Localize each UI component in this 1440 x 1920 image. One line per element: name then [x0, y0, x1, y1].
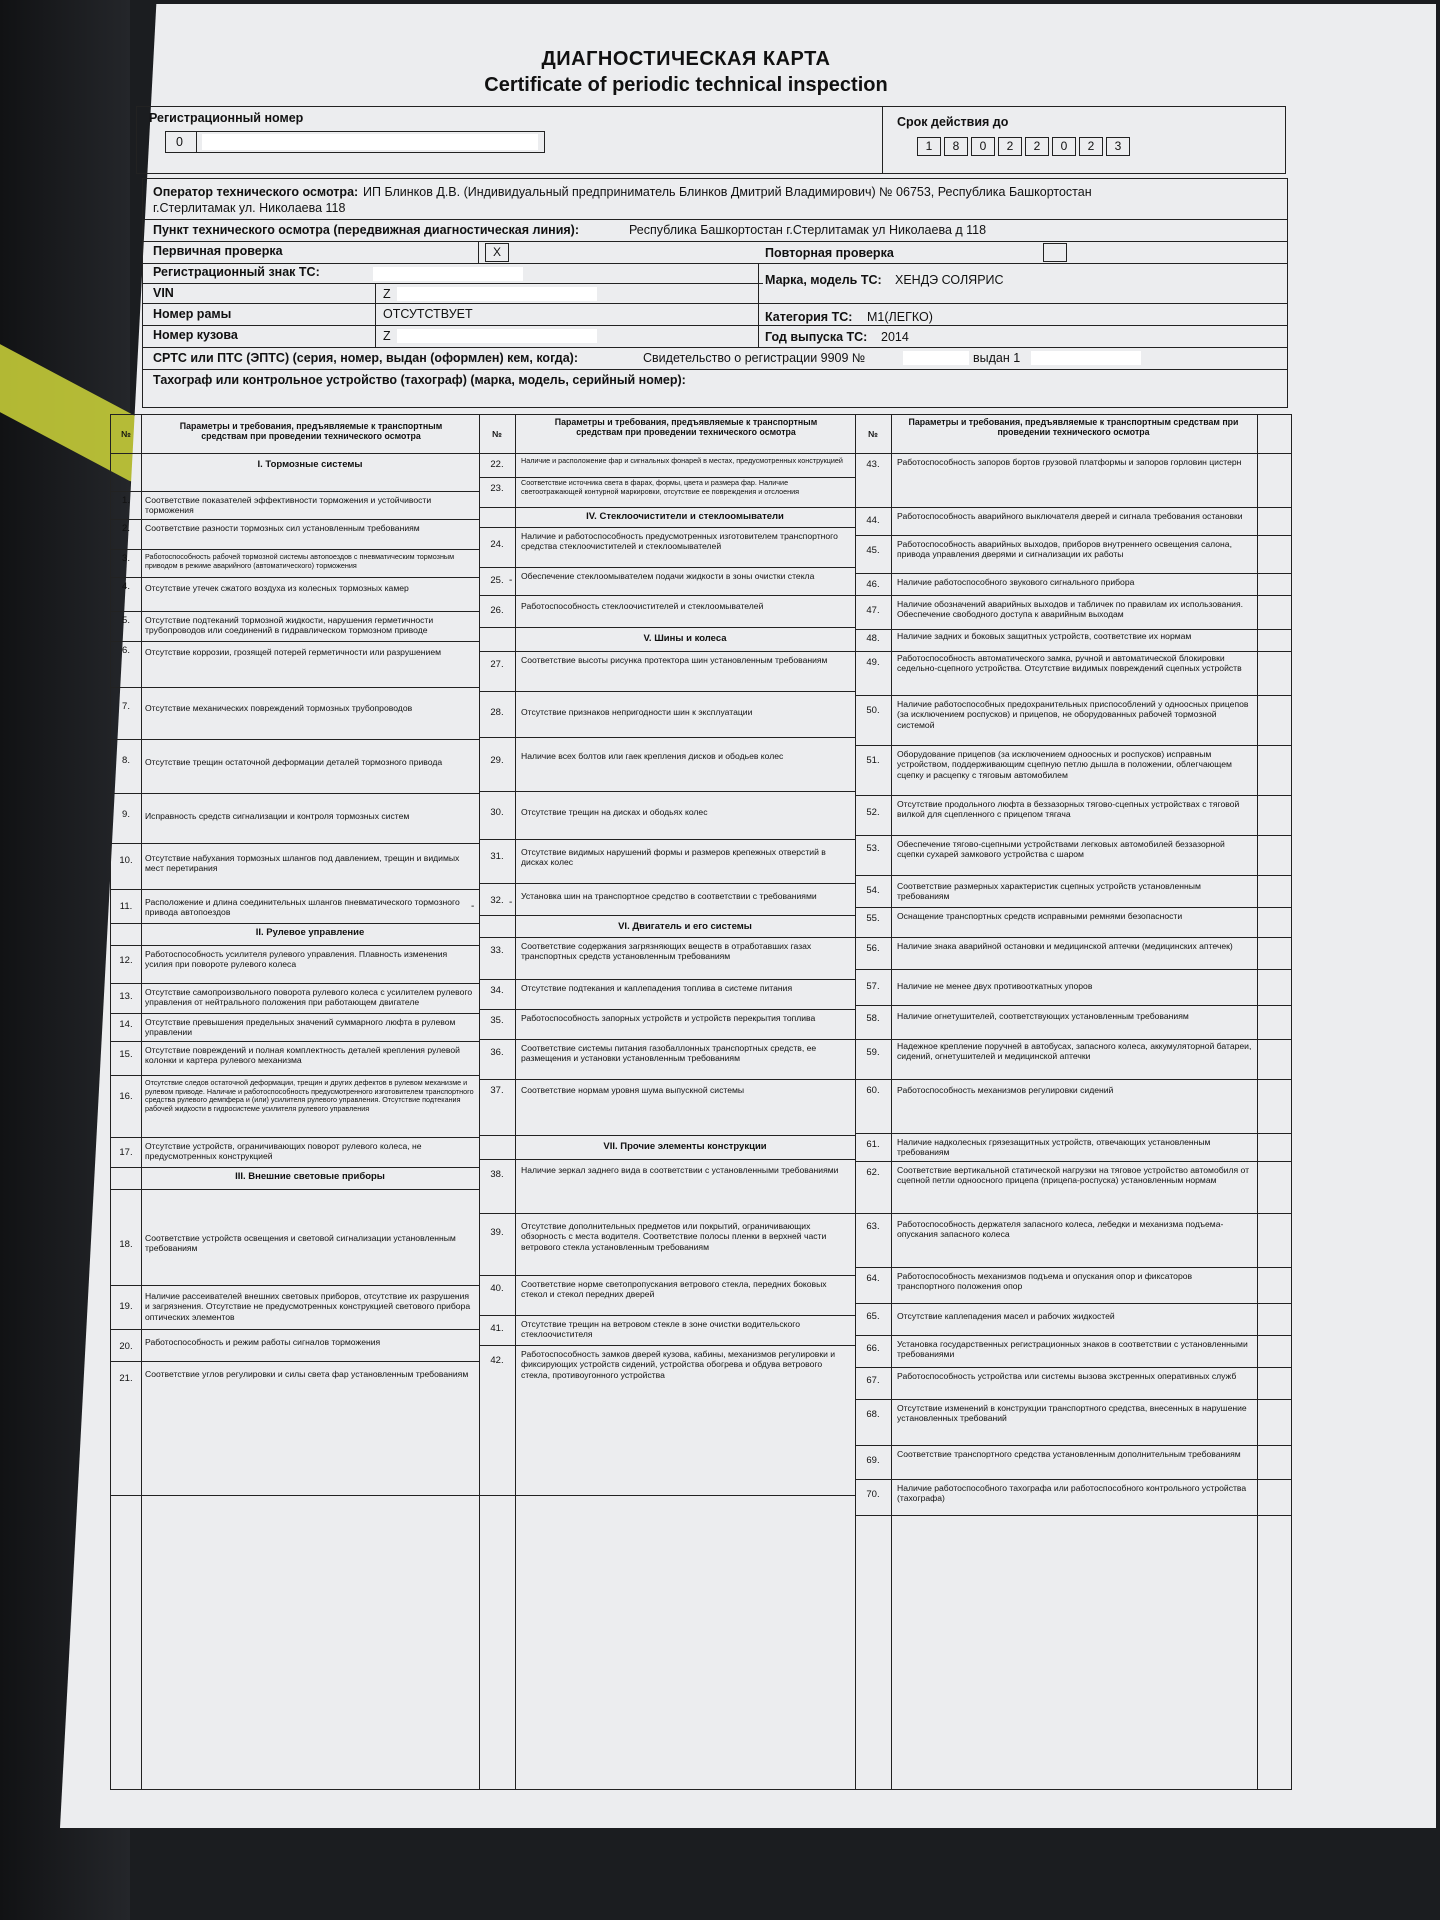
- item-number: 63.: [866, 1221, 880, 1232]
- item-number: 40.: [490, 1283, 504, 1294]
- item-35: Работоспособность запорных устройств и устройств перекрытия топлива: [521, 1013, 816, 1023]
- item-number: 24.: [490, 539, 504, 550]
- item-number: 19.: [119, 1301, 133, 1312]
- item-69: Соответствие транспортного средства установленным дополнительным требованиям: [897, 1449, 1241, 1459]
- item-number: 57.: [866, 981, 880, 992]
- item-number: 38.: [490, 1169, 504, 1180]
- operator-label: Оператор технического осмотра:: [153, 185, 359, 199]
- item-63: Работоспособность держателя запасного колеса, лебедки и механизма подъема-опускания запасного колеса: [897, 1219, 1224, 1240]
- item-52: Отсутствие продольного люфта в беззазорных тягово-сцепных устройствах с тяговой вилкой для сцепленного с прицепом тягача: [897, 799, 1240, 820]
- validity-label: Срок действия до: [897, 115, 1009, 129]
- item-61: Наличие надколесных грязезащитных устройств, отвечающих установленным требованиям: [897, 1137, 1211, 1158]
- item-number: 52.: [866, 807, 880, 818]
- item-40: Соответствие норме светопропускания ветрового стекла, передних боковых стекол и стекол передних дверей: [521, 1279, 827, 1300]
- item-number: 65.: [866, 1311, 880, 1322]
- frame-value: ОТСУТСТВУЕТ: [383, 307, 473, 321]
- section-steering: II. Рулевое управление: [255, 927, 365, 938]
- checklist-table: [110, 414, 1292, 1790]
- item-number: 49.: [866, 657, 880, 668]
- item-number: 59.: [866, 1047, 880, 1058]
- item-24: Наличие и работоспособность предусмотренных изготовителем транспортного средства стеклоочистителей и стеклоомывателей: [521, 531, 838, 552]
- item-42: Работоспособность замков дверей кузова, кабины, механизмов регулировки и фиксирующих устройств сидений, устройства обогрева и обдува ветрового стекла, противоугонного устройства: [521, 1349, 836, 1380]
- item-number: 12.: [119, 955, 133, 966]
- item-number: 62.: [866, 1167, 880, 1178]
- item-number: 10.: [119, 855, 133, 866]
- category-label: Категория ТС:: [765, 310, 853, 324]
- item-number: 37.: [490, 1085, 504, 1096]
- validity-digit: 2: [998, 137, 1022, 156]
- item-50: Наличие работоспособных предохранительных приспособлений у одноосных прицепов (за исключением роспусков) и прицепов, не оборудованных рабочей тормозной системой: [897, 699, 1249, 730]
- item-11: Расположение и длина соединительных шлангов пневматического тормозного привода автопоездов: [145, 897, 460, 918]
- item-number: 29.: [490, 755, 504, 766]
- redacted-srts-number: [903, 351, 969, 365]
- item-36: Соответствие системы питания газобаллонных транспортных средств, ее размещения и установки установленным требованиям: [521, 1043, 817, 1064]
- item-number: 27.: [490, 659, 504, 670]
- body-label: Номер кузова: [153, 328, 238, 342]
- validity-digits: [917, 137, 1177, 157]
- item-37: Соответствие нормам уровня шума выпускной системы: [521, 1085, 745, 1095]
- item-number: 45.: [866, 545, 880, 556]
- frame-label: Номер рамы: [153, 307, 232, 321]
- item-21: Соответствие углов регулировки и силы света фар установленным требованиям: [145, 1369, 469, 1379]
- item-number: 70.: [866, 1489, 880, 1500]
- item-47: Наличие обозначений аварийных выходов и табличек по правилам их использования. Обеспечение свободного доступа к аварийным выходам: [897, 599, 1244, 620]
- item-19: Наличие рассеивателей внешних световых приборов, отсутствие их разрушения и загрязнения. Отсутствие не предусмотренных конструкцией светового прибора оптических элементов: [145, 1291, 471, 1322]
- item-46: Наличие работоспособного звукового сигнального прибора: [897, 577, 1135, 587]
- item-number: 56.: [866, 943, 880, 954]
- item-number: 15.: [119, 1049, 133, 1060]
- year-value: 2014: [881, 330, 909, 344]
- body-value: Z: [383, 329, 391, 343]
- repeat-check-box: [1043, 243, 1067, 262]
- item-70: Наличие работоспособного тахографа или работоспособного контрольного устройства (тахографа): [897, 1483, 1247, 1504]
- vin-label: VIN: [153, 286, 174, 300]
- item-number: 61.: [866, 1139, 880, 1150]
- col-header-2: Параметры и требования, предъявляемые к транспортным средствам при проведении технического осмотра: [554, 417, 818, 438]
- validity-digit: 1: [917, 137, 941, 156]
- item-number: 25.: [490, 575, 504, 586]
- item-number: 8.: [122, 755, 130, 766]
- operator-address: г.Стерлитамак ул. Николаева 118: [153, 201, 346, 215]
- item-14: Отсутствие превышения предельных значений суммарного люфта в рулевом управлении: [145, 1017, 456, 1038]
- item-number: 4.: [122, 581, 130, 592]
- item-2: Соответствие разности тормозных сил установленным требованиям: [145, 523, 420, 533]
- item-7: Отсутствие механических повреждений тормозных трубопроводов: [145, 703, 413, 713]
- make-value: ХЕНДЭ СОЛЯРИС: [895, 273, 1004, 287]
- item-55: Оснащение транспортных средств исправными ремнями безопасности: [897, 911, 1183, 921]
- item-number: 13.: [119, 991, 133, 1002]
- item-number: 64.: [866, 1273, 880, 1284]
- item-45: Работоспособность аварийных выходов, приборов внутреннего освещения салона, привода управления дверями и сигнализации их работы: [897, 539, 1232, 560]
- item-27: Соответствие высоты рисунка протектора шин установленным требованиям: [521, 655, 828, 665]
- item-25: Обеспечение стеклоомывателем подачи жидкости в зоны очистки стекла: [521, 571, 815, 581]
- item-number: 44.: [866, 515, 880, 526]
- inspection-point-value: Республика Башкортостан г.Стерлитамак ул Николаева д 118: [629, 223, 987, 237]
- item-number: 66.: [866, 1343, 880, 1354]
- item-number: 69.: [866, 1455, 880, 1466]
- item-number: 48.: [866, 633, 880, 644]
- srts-label: СРТС или ПТС (ЭПТС) (серия, номер, выдан (оформлен) кем, когда):: [153, 351, 579, 365]
- item-23: Соответствие источника света в фарах, формы, цвета и размера фар. Наличие светоотражающей контурной маркировки, отсутствие ее повреждения и отслоения: [521, 478, 800, 496]
- item-number: 9.: [122, 809, 130, 820]
- item-number: 33.: [490, 945, 504, 956]
- redacted-body-number: [397, 329, 597, 343]
- item-18: Соответствие устройств освещения и световой сигнализации установленным требованиям: [145, 1233, 456, 1254]
- item-5: Отсутствие подтеканий тормозной жидкости, нарушения герметичности трубопроводов или соединений в гидравлическом тормозном приводе: [145, 615, 434, 636]
- registration-box: [136, 106, 1286, 174]
- item-13: Отсутствие самопроизвольного поворота рулевого колеса с усилителем рулевого управления от нейтрального положения при работающем двигателе: [145, 987, 473, 1008]
- section-engine: VI. Двигатель и его системы: [618, 921, 752, 932]
- reg-number-first-digit: 0: [176, 135, 183, 149]
- item-8: Отсутствие трещин остаточной деформации деталей тормозного привода: [145, 757, 443, 767]
- col-header-1: Параметры и требования, предъявляемые к транспортным средствам при проведении технического осмотра: [179, 421, 443, 442]
- reg-number-label: Регистрационный номер: [149, 111, 304, 125]
- redacted-plate: [373, 267, 523, 281]
- plate-label: Регистрационный знак ТС:: [153, 265, 320, 279]
- item-number: 28.: [490, 707, 504, 718]
- validity-digit: 8: [944, 137, 968, 156]
- item-62: Соответствие вертикальной статической нагрузки на тяговое устройство автомобиля от сцепной петли одноосного прицепа (прицепа-роспуска) установленным нормам: [897, 1165, 1250, 1186]
- section-lights: III. Внешние световые приборы: [235, 1171, 385, 1182]
- operator-value: ИП Блинков Д.В. (Индивидуальный предприниматель Блинков Дмитрий Владимирович) № 06753, Республика Башкортостан: [363, 185, 1092, 199]
- item-number: 2.: [122, 523, 130, 534]
- item-number: 26.: [490, 605, 504, 616]
- tachograph-label: Тахограф или контрольное устройство (тахограф) (марка, модель, серийный номер):: [153, 373, 686, 387]
- item-12: Работоспособность усилителя рулевого управления. Плавность изменения усилия при повороте рулевого колеса: [145, 949, 448, 970]
- validity-digit: 2: [1079, 137, 1103, 156]
- validity-digit: 0: [971, 137, 995, 156]
- item-3: Работоспособность рабочей тормозной системы автопоездов с пневматическим тормозным приводом в режиме аварийного (автоматического) торможения: [145, 552, 455, 570]
- section-tires: V. Шины и колеса: [643, 633, 727, 644]
- item-26: Работоспособность стеклоочистителей и стеклоомывателей: [521, 601, 764, 611]
- primary-check-box: X: [485, 243, 509, 262]
- item-number: 34.: [490, 985, 504, 996]
- item-17: Отсутствие устройств, ограничивающих поворот рулевого колеса, не предусмотренных конструкцией: [145, 1141, 422, 1162]
- item-32: Установка шин на транспортное средство в соответствии с требованиями: [521, 891, 817, 901]
- item-number: 21.: [119, 1373, 133, 1384]
- srts-value: Свидетельство о регистрации 9909 №: [643, 351, 866, 365]
- item-number: 53.: [866, 843, 880, 854]
- item-number: 51.: [866, 755, 880, 766]
- item-15: Отсутствие повреждений и полная комплектность деталей крепления рулевой колонки и картера рулевого механизма: [145, 1045, 460, 1066]
- col-no-header-3: №: [868, 429, 878, 439]
- item-64: Работоспособность механизмов подъема и опускания опор и фиксаторов транспортного положения опор: [897, 1271, 1193, 1292]
- item-number: 30.: [490, 807, 504, 818]
- col-no-header-1: №: [121, 429, 131, 439]
- item-20: Работоспособность и режим работы сигналов торможения: [145, 1337, 381, 1347]
- item-16: Отсутствие следов остаточной деформации, трещин и других дефектов в рулевом механизме и рулевом приводе. Наличие и работоспособность предусмотренного изготовителем транспортного средства рулевого демпфера и (или) усилителя рулевого управления. Отсутствие подтекания рабочей жидкости в гидросистеме усилителя рулевого управления: [145, 1078, 474, 1113]
- item-number: 58.: [866, 1013, 880, 1024]
- item-30: Отсутствие трещин на дисках и ободьях колес: [521, 807, 708, 817]
- item-68: Отсутствие изменений в конструкции транспортного средства, внесенных в нарушение установленных требований: [897, 1403, 1247, 1424]
- item-31: Отсутствие видимых нарушений формы и размеров крепежных отверстий в дисках колес: [521, 847, 826, 868]
- item-number: 5.: [122, 615, 130, 626]
- vin-value: Z: [383, 287, 391, 301]
- item-number: 6.: [122, 645, 130, 656]
- item-number: 46.: [866, 579, 880, 590]
- item-number: 3.: [122, 553, 130, 564]
- item-number: 1.: [122, 495, 130, 506]
- item-29: Наличие всех болтов или гаек крепления дисков и ободьев колес: [521, 751, 784, 761]
- item-number: 41.: [490, 1323, 504, 1334]
- section-brakes: I. Тормозные системы: [257, 459, 363, 470]
- item-number: 22.: [490, 459, 504, 470]
- item-39: Отсутствие дополнительных предметов или покрытий, ограничивающих обзорность с места водителя. Соответствие полосы пленки в верхней части ветрового стекла установленным требованиям: [521, 1221, 827, 1252]
- validity-digit: 2: [1025, 137, 1049, 156]
- item-number: 32.: [490, 895, 504, 906]
- item-51: Оборудование прицепов (за исключением одноосных и роспусков) исправным устройством, поддерживающим сцепную петлю дышла в положении, облегчающем сцепку и расцепку с тяговым автомобилем: [897, 749, 1232, 780]
- item-56: Наличие знака аварийной остановки и медицинской аптечки (медицинских аптечек): [897, 941, 1233, 951]
- item-11-mark: -: [471, 901, 475, 912]
- category-value: М1(ЛЕГКО): [867, 310, 933, 324]
- srts-issued: выдан 1: [973, 351, 1021, 365]
- item-number: 54.: [866, 885, 880, 896]
- item-number: 20.: [119, 1341, 133, 1352]
- item-34: Отсутствие подтекания и каплепадения топлива в системе питания: [521, 983, 793, 993]
- item-66: Установка государственных регистрационных знаков в соответствии с установленными требованиями: [897, 1339, 1248, 1360]
- section-wipers: IV. Стеклоочистители и стеклоомыватели: [586, 511, 784, 522]
- item-22: Наличие и расположение фар и сигнальных фонарей в местах, предусмотренных конструкцией: [521, 456, 843, 465]
- item-1: Соответствие показателей эффективности торможения и устойчивости торможения: [145, 495, 432, 516]
- item-number: 18.: [119, 1239, 133, 1250]
- item-48: Наличие задних и боковых защитных устройств, соответствие их нормам: [897, 631, 1192, 641]
- item-number: 68.: [866, 1409, 880, 1420]
- year-label: Год выпуска ТС:: [765, 330, 868, 344]
- item-10: Отсутствие набухания тормозных шлангов под давлением, трещин и видимых мест перетирания: [145, 853, 460, 874]
- item-28: Отсутствие признаков непригодности шин к эксплуатации: [521, 707, 753, 717]
- item-67: Работоспособность устройства или системы вызова экстренных оперативных служб: [897, 1371, 1237, 1381]
- item-53: Обеспечение тягово-сцепными устройствами легковых автомобилей беззазорной сцепки сухарей замкового устройства с шаром: [897, 839, 1225, 860]
- item-number: 39.: [490, 1227, 504, 1238]
- item-number: 35.: [490, 1015, 504, 1026]
- inspection-point-label: Пункт технического осмотра (передвижная диагностическая линия):: [153, 223, 580, 237]
- item-number: 23.: [490, 483, 504, 494]
- item-number: 36.: [490, 1047, 504, 1058]
- item-38: Наличие зеркал заднего вида в соответствии с установленными требованиями: [521, 1165, 839, 1175]
- item-6: Отсутствие коррозии, грозящей потерей герметичности или разрушением: [145, 647, 442, 657]
- item-number: 7.: [122, 701, 130, 712]
- item-number: 17.: [119, 1147, 133, 1158]
- primary-check-label: Первичная проверка: [153, 244, 283, 258]
- redacted-srts-date: [1031, 351, 1141, 365]
- item-54: Соответствие размерных характеристик сцепных устройств установленным требованиям: [897, 881, 1201, 902]
- item-32-mark: -: [509, 897, 513, 908]
- item-41: Отсутствие трещин на ветровом стекле в зоне очистки водительского стеклоочистителя: [521, 1319, 800, 1340]
- redacted-vin: [397, 287, 597, 301]
- item-number: 43.: [866, 459, 880, 470]
- item-number: 60.: [866, 1085, 880, 1096]
- col-no-header-2: №: [492, 429, 502, 439]
- item-4: Отсутствие утечек сжатого воздуха из колесных тормозных камер: [145, 583, 409, 593]
- vehicle-info-box: [142, 178, 1288, 408]
- item-33: Соответствие содержания загрязняющих веществ в отработавших газах транспортных средств установленным требованиям: [521, 941, 812, 962]
- item-number: 55.: [866, 913, 880, 924]
- redacted-reg-number: [202, 134, 538, 150]
- item-60: Работоспособность механизмов регулировки сидений: [897, 1085, 1114, 1095]
- repeat-check-label: Повторная проверка: [765, 246, 894, 260]
- item-49: Работоспособность автоматического замка, ручной и автоматической блокировки седельно-сцепного устройства. Отсутствие видимых повреждений сцепных устройств: [897, 653, 1242, 674]
- item-43: Работоспособность запоров бортов грузовой платформы и запоров горловин цистерн: [897, 457, 1242, 467]
- document-subtitle: Certificate of periodic technical inspection: [484, 74, 888, 96]
- item-number: 31.: [490, 851, 504, 862]
- item-58: Наличие огнетушителей, соответствующих установленным требованиям: [897, 1011, 1189, 1021]
- validity-digit: 0: [1052, 137, 1076, 156]
- item-59: Надежное крепление поручней в автобусах, запасного колеса, аккумуляторной батареи, сидений, огнетушителей и медицинской аптечки: [897, 1041, 1252, 1062]
- item-number: 47.: [866, 605, 880, 616]
- item-65: Отсутствие каплепадения масел и рабочих жидкостей: [897, 1311, 1115, 1321]
- item-44: Работоспособность аварийного выключателя дверей и сигнала требования остановки: [897, 511, 1243, 521]
- item-number: 16.: [119, 1091, 133, 1102]
- reg-number-field: [165, 131, 545, 153]
- validity-digit: 3: [1106, 137, 1130, 156]
- item-number: 11.: [119, 901, 133, 912]
- item-number: 67.: [866, 1375, 880, 1386]
- item-number: 14.: [119, 1019, 133, 1030]
- item-9: Исправность средств сигнализации и контроля тормозных систем: [145, 811, 410, 821]
- col-header-3: Параметры и требования, предъявляемые к транспортным средствам при проведении технического осмотра: [908, 417, 1239, 438]
- item-number: 42.: [490, 1355, 504, 1366]
- make-label: Марка, модель ТС:: [765, 273, 882, 287]
- item-57: Наличие не менее двух противооткатных упоров: [897, 981, 1093, 991]
- document-title: ДИАГНОСТИЧЕСКАЯ КАРТА: [541, 48, 831, 70]
- document: [66, 40, 1306, 1790]
- item-25-mark: -: [509, 575, 513, 586]
- section-other: VII. Прочие элементы конструкции: [603, 1141, 767, 1152]
- item-number: 50.: [866, 705, 880, 716]
